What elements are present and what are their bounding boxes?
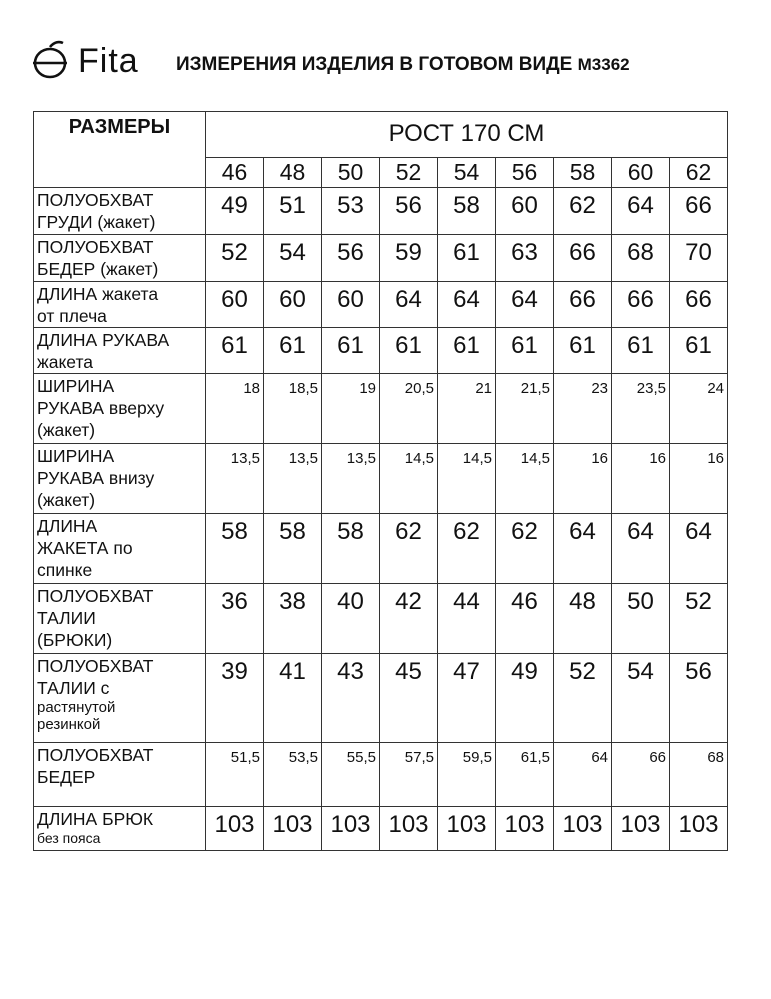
value-cell: 38 xyxy=(264,584,322,654)
label-line: ПОЛУОБХВАТ xyxy=(37,745,154,765)
measurement-label xyxy=(34,235,206,282)
model-code: М3362 xyxy=(577,55,630,74)
value-cell: 14,5 xyxy=(496,444,554,514)
value-cell: 19 xyxy=(322,374,380,444)
measurement-label xyxy=(34,188,206,235)
value-cell: 68 xyxy=(670,743,728,807)
value-cell: 103 xyxy=(496,807,554,851)
value-cell: 51,5 xyxy=(206,743,264,807)
measurement-label xyxy=(34,444,206,514)
value-cell: 42 xyxy=(380,584,438,654)
value-cell: 103 xyxy=(554,807,612,851)
value-cell: 18 xyxy=(206,374,264,444)
label-line: жакета xyxy=(37,352,93,372)
label-line: ДЛИНА жакета xyxy=(37,284,159,304)
value-cell: 41 xyxy=(264,654,322,743)
document-title xyxy=(176,54,630,76)
value-cell: 53,5 xyxy=(264,743,322,807)
measurement-label xyxy=(34,328,206,374)
label-line: (БРЮКИ) xyxy=(37,630,113,650)
value-cell: 62 xyxy=(554,188,612,235)
value-cell: 60 xyxy=(264,282,322,328)
value-cell: 59,5 xyxy=(438,743,496,807)
title-text: ИЗМЕРЕНИЯ ИЗДЕЛИЯ В ГОТОВОМ ВИДЕ xyxy=(176,54,573,75)
value-cell: 14,5 xyxy=(380,444,438,514)
size-header-cell: 46 xyxy=(206,157,264,187)
label-line: ТАЛИИ xyxy=(37,608,96,628)
table-row xyxy=(34,235,728,282)
value-cell: 56 xyxy=(322,235,380,282)
value-cell: 43 xyxy=(322,654,380,743)
value-cell: 61,5 xyxy=(496,743,554,807)
size-header-cell: 56 xyxy=(496,157,554,187)
table-row xyxy=(34,807,728,851)
label-line-compact: растянутой xyxy=(37,699,116,716)
value-cell: 18,5 xyxy=(264,374,322,444)
value-cell: 58 xyxy=(322,514,380,584)
value-cell: 14,5 xyxy=(438,444,496,514)
value-cell: 60 xyxy=(206,282,264,328)
value-cell: 61 xyxy=(670,328,728,374)
label-line: ПОЛУОБХВАТ xyxy=(37,586,154,606)
value-cell: 103 xyxy=(670,807,728,851)
value-cell: 58 xyxy=(264,514,322,584)
size-table xyxy=(33,111,728,851)
value-cell: 61 xyxy=(264,328,322,374)
value-cell: 103 xyxy=(322,807,380,851)
table-row xyxy=(34,188,728,235)
value-cell: 52 xyxy=(554,654,612,743)
value-cell: 13,5 xyxy=(322,444,380,514)
size-header-cell: 54 xyxy=(438,157,496,187)
size-header-cell: 50 xyxy=(322,157,380,187)
value-cell: 46 xyxy=(496,584,554,654)
height-group-label: РОСТ 170 СМ xyxy=(206,112,728,158)
label-line: ЖАКЕТА по xyxy=(37,538,133,558)
logo-text: Fita xyxy=(78,42,139,80)
label-line: БЕДЕР (жакет) xyxy=(37,259,159,279)
label-line: ГРУДИ (жакет) xyxy=(37,212,156,232)
value-cell: 64 xyxy=(612,514,670,584)
value-cell: 57,5 xyxy=(380,743,438,807)
value-cell: 68 xyxy=(612,235,670,282)
value-cell: 61 xyxy=(496,328,554,374)
value-cell: 64 xyxy=(496,282,554,328)
value-cell: 103 xyxy=(206,807,264,851)
value-cell: 61 xyxy=(438,328,496,374)
label-line: ПОЛУОБХВАТ xyxy=(37,656,154,676)
table-row xyxy=(34,514,728,584)
value-cell: 103 xyxy=(264,807,322,851)
value-cell: 63 xyxy=(496,235,554,282)
label-line: (жакет) xyxy=(37,420,96,440)
value-cell: 44 xyxy=(438,584,496,654)
table-row xyxy=(34,584,728,654)
value-cell: 54 xyxy=(612,654,670,743)
value-cell: 60 xyxy=(322,282,380,328)
value-cell: 21 xyxy=(438,374,496,444)
value-cell: 45 xyxy=(380,654,438,743)
table-header-row xyxy=(34,112,728,158)
table-row xyxy=(34,374,728,444)
value-cell: 103 xyxy=(438,807,496,851)
value-cell: 66 xyxy=(554,235,612,282)
table-row xyxy=(34,444,728,514)
value-cell: 61 xyxy=(322,328,380,374)
label-line: РУКАВА вверху xyxy=(37,398,165,418)
value-cell: 23 xyxy=(554,374,612,444)
value-cell: 16 xyxy=(670,444,728,514)
size-header-cell: 60 xyxy=(612,157,670,187)
value-cell: 52 xyxy=(670,584,728,654)
value-cell: 16 xyxy=(612,444,670,514)
value-cell: 64 xyxy=(554,514,612,584)
table-row xyxy=(34,328,728,374)
value-cell: 13,5 xyxy=(206,444,264,514)
value-cell: 50 xyxy=(612,584,670,654)
sizes-corner-label: РАЗМЕРЫ xyxy=(34,112,206,188)
label-line: (жакет) xyxy=(37,490,96,510)
value-cell: 66 xyxy=(612,282,670,328)
measurement-label xyxy=(34,374,206,444)
value-cell: 24 xyxy=(670,374,728,444)
value-cell: 16 xyxy=(554,444,612,514)
value-cell: 61 xyxy=(554,328,612,374)
value-cell: 51 xyxy=(264,188,322,235)
label-line: спинке xyxy=(37,560,93,580)
brand-logo xyxy=(30,36,139,86)
label-line: ДЛИНА БРЮК xyxy=(37,809,154,829)
value-cell: 61 xyxy=(380,328,438,374)
value-cell: 64 xyxy=(612,188,670,235)
label-line: ДЛИНА РУКАВА xyxy=(37,330,170,350)
value-cell: 20,5 xyxy=(380,374,438,444)
label-line-compact: резинкой xyxy=(37,716,101,733)
value-cell: 62 xyxy=(380,514,438,584)
value-cell: 59 xyxy=(380,235,438,282)
value-cell: 49 xyxy=(496,654,554,743)
label-line: от плеча xyxy=(37,306,107,326)
value-cell: 47 xyxy=(438,654,496,743)
table-row xyxy=(34,654,728,743)
value-cell: 53 xyxy=(322,188,380,235)
size-header-cell: 62 xyxy=(670,157,728,187)
measurement-label xyxy=(34,743,206,807)
value-cell: 56 xyxy=(380,188,438,235)
value-cell: 103 xyxy=(612,807,670,851)
value-cell: 49 xyxy=(206,188,264,235)
value-cell: 58 xyxy=(438,188,496,235)
header xyxy=(30,36,750,86)
measurement-label xyxy=(34,514,206,584)
value-cell: 48 xyxy=(554,584,612,654)
value-cell: 13,5 xyxy=(264,444,322,514)
value-cell: 66 xyxy=(554,282,612,328)
label-line: ПОЛУОБХВАТ xyxy=(37,237,154,257)
size-header-cell: 48 xyxy=(264,157,322,187)
size-header-cell: 58 xyxy=(554,157,612,187)
label-line: БЕДЕР xyxy=(37,767,96,787)
label-line: ДЛИНА xyxy=(37,516,98,536)
table-row xyxy=(34,743,728,807)
value-cell: 61 xyxy=(206,328,264,374)
label-line: ШИРИНА xyxy=(37,446,115,466)
value-cell: 64 xyxy=(380,282,438,328)
value-cell: 64 xyxy=(554,743,612,807)
value-cell: 60 xyxy=(496,188,554,235)
value-cell: 58 xyxy=(206,514,264,584)
value-cell: 64 xyxy=(670,514,728,584)
measurement-label xyxy=(34,654,206,743)
label-line: ШИРИНА xyxy=(37,376,115,396)
value-cell: 54 xyxy=(264,235,322,282)
value-cell: 66 xyxy=(670,188,728,235)
value-cell: 21,5 xyxy=(496,374,554,444)
value-cell: 62 xyxy=(438,514,496,584)
fita-logo-icon xyxy=(30,38,76,84)
value-cell: 62 xyxy=(496,514,554,584)
value-cell: 56 xyxy=(670,654,728,743)
label-line: РУКАВА внизу xyxy=(37,468,155,488)
value-cell: 66 xyxy=(612,743,670,807)
value-cell: 23,5 xyxy=(612,374,670,444)
value-cell: 39 xyxy=(206,654,264,743)
value-cell: 103 xyxy=(380,807,438,851)
measurement-label xyxy=(34,282,206,328)
size-header-cell: 52 xyxy=(380,157,438,187)
measurement-label xyxy=(34,807,206,851)
value-cell: 40 xyxy=(322,584,380,654)
table-row xyxy=(34,282,728,328)
value-cell: 61 xyxy=(438,235,496,282)
label-line: ПОЛУОБХВАТ xyxy=(37,190,154,210)
value-cell: 52 xyxy=(206,235,264,282)
value-cell: 36 xyxy=(206,584,264,654)
label-line: ТАЛИИ с xyxy=(37,678,110,698)
measurement-label xyxy=(34,584,206,654)
label-note: без пояса xyxy=(37,830,101,846)
value-cell: 61 xyxy=(612,328,670,374)
value-cell: 64 xyxy=(438,282,496,328)
value-cell: 55,5 xyxy=(322,743,380,807)
value-cell: 66 xyxy=(670,282,728,328)
value-cell: 70 xyxy=(670,235,728,282)
